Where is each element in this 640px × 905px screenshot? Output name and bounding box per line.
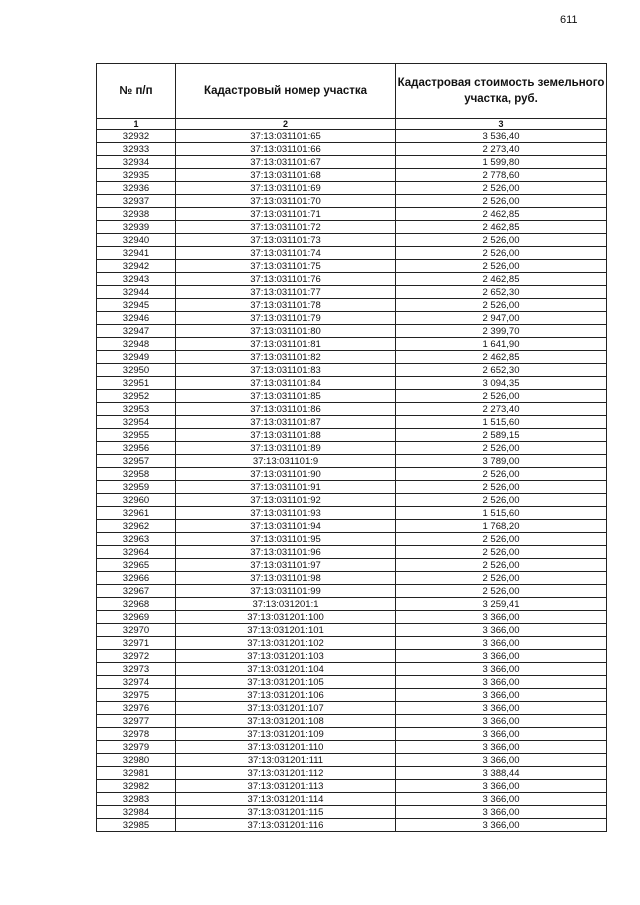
table-row <box>97 793 607 806</box>
row-number-cell: 32958 <box>97 468 176 481</box>
cadastral-value-cell: 3 366,00 <box>396 663 607 676</box>
cadastral-number-cell: 37:13:031101:70 <box>176 195 396 208</box>
cadastral-value-cell: 2 462,85 <box>396 221 607 234</box>
row-number-cell: 32955 <box>97 429 176 442</box>
row-number-cell: 32951 <box>97 377 176 390</box>
cadastral-value-cell: 2 526,00 <box>396 195 607 208</box>
cadastral-value-cell: 3 366,00 <box>396 624 607 637</box>
cadastral-value-cell: 2 526,00 <box>396 559 607 572</box>
cadastral-number-cell: 37:13:031201:101 <box>176 624 396 637</box>
row-number-cell: 32940 <box>97 234 176 247</box>
cadastral-value-cell: 2 273,40 <box>396 403 607 416</box>
cadastral-number-cell: 37:13:031101:74 <box>176 247 396 260</box>
cadastral-value-cell: 3 388,44 <box>396 767 607 780</box>
cadastral-number-cell: 37:13:031101:92 <box>176 494 396 507</box>
cadastral-value-cell: 2 589,15 <box>396 429 607 442</box>
column-number: 1 <box>97 119 176 130</box>
table-row <box>97 416 607 429</box>
cadastral-value-cell: 3 366,00 <box>396 741 607 754</box>
page-number: 611 <box>560 14 578 26</box>
row-number-cell: 32985 <box>97 819 176 832</box>
row-number-cell: 32932 <box>97 130 176 143</box>
row-number-cell: 32964 <box>97 546 176 559</box>
cadastral-value-cell: 2 526,00 <box>396 585 607 598</box>
table-row <box>97 351 607 364</box>
row-number-cell: 32984 <box>97 806 176 819</box>
cadastral-number-cell: 37:13:031101:9 <box>176 455 396 468</box>
row-number-cell: 32977 <box>97 715 176 728</box>
cadastral-value-cell: 3 366,00 <box>396 793 607 806</box>
cadastral-number-cell: 37:13:031101:77 <box>176 286 396 299</box>
row-number-cell: 32950 <box>97 364 176 377</box>
cadastral-number-cell: 37:13:031201:100 <box>176 611 396 624</box>
row-number-cell: 32963 <box>97 533 176 546</box>
cadastral-number-cell: 37:13:031101:82 <box>176 351 396 364</box>
cadastral-number-cell: 37:13:031101:83 <box>176 364 396 377</box>
table-row <box>97 650 607 663</box>
cadastral-number-cell: 37:13:031101:99 <box>176 585 396 598</box>
cadastral-value-cell: 2 526,00 <box>396 182 607 195</box>
row-number-cell: 32975 <box>97 689 176 702</box>
row-number-cell: 32971 <box>97 637 176 650</box>
cadastral-number-cell: 37:13:031101:78 <box>176 299 396 312</box>
table-row <box>97 507 607 520</box>
row-number-cell: 32981 <box>97 767 176 780</box>
table-row <box>97 481 607 494</box>
cadastral-number-cell: 37:13:031101:86 <box>176 403 396 416</box>
row-number-cell: 32980 <box>97 754 176 767</box>
table-row <box>97 156 607 169</box>
row-number-cell: 32933 <box>97 143 176 156</box>
row-number-cell: 32943 <box>97 273 176 286</box>
row-number-cell: 32965 <box>97 559 176 572</box>
table-row <box>97 208 607 221</box>
cadastral-value-cell: 1 768,20 <box>396 520 607 533</box>
cadastral-number-cell: 37:13:031201:108 <box>176 715 396 728</box>
table-row <box>97 780 607 793</box>
cadastral-number-cell: 37:13:031201:111 <box>176 754 396 767</box>
cadastral-value-cell: 2 652,30 <box>396 364 607 377</box>
cadastral-number-cell: 37:13:031101:69 <box>176 182 396 195</box>
cadastral-number-cell: 37:13:031201:110 <box>176 741 396 754</box>
table-row <box>97 299 607 312</box>
cadastral-number-cell: 37:13:031101:73 <box>176 234 396 247</box>
header-row-number: № п/п <box>97 64 176 119</box>
row-number-cell: 32962 <box>97 520 176 533</box>
cadastral-value-cell: 3 366,00 <box>396 676 607 689</box>
row-number-cell: 32936 <box>97 182 176 195</box>
cadastral-value-table <box>96 63 607 832</box>
cadastral-number-cell: 37:13:031101:93 <box>176 507 396 520</box>
cadastral-value-cell: 2 526,00 <box>396 468 607 481</box>
cadastral-value-cell: 2 652,30 <box>396 286 607 299</box>
row-number-cell: 32966 <box>97 572 176 585</box>
row-number-cell: 32949 <box>97 351 176 364</box>
cadastral-number-cell: 37:13:031101:94 <box>176 520 396 533</box>
row-number-cell: 32982 <box>97 780 176 793</box>
cadastral-number-cell: 37:13:031201:116 <box>176 819 396 832</box>
cadastral-number-cell: 37:13:031101:66 <box>176 143 396 156</box>
cadastral-number-cell: 37:13:031201:112 <box>176 767 396 780</box>
row-number-cell: 32970 <box>97 624 176 637</box>
table-row <box>97 169 607 182</box>
row-number-cell: 32960 <box>97 494 176 507</box>
row-number-cell: 32983 <box>97 793 176 806</box>
row-number-cell: 32957 <box>97 455 176 468</box>
column-number-row <box>97 119 607 130</box>
row-number-cell: 32952 <box>97 390 176 403</box>
table-row <box>97 598 607 611</box>
table-row <box>97 455 607 468</box>
table-row <box>97 273 607 286</box>
table-row <box>97 195 607 208</box>
row-number-cell: 32948 <box>97 338 176 351</box>
cadastral-number-cell: 37:13:031101:65 <box>176 130 396 143</box>
table-row <box>97 559 607 572</box>
cadastral-value-cell: 3 366,00 <box>396 702 607 715</box>
row-number-cell: 32935 <box>97 169 176 182</box>
table-row <box>97 663 607 676</box>
row-number-cell: 32979 <box>97 741 176 754</box>
cadastral-number-cell: 37:13:031101:89 <box>176 442 396 455</box>
cadastral-number-cell: 37:13:031201:115 <box>176 806 396 819</box>
cadastral-value-cell: 2 526,00 <box>396 533 607 546</box>
cadastral-value-cell: 3 366,00 <box>396 715 607 728</box>
table-row <box>97 767 607 780</box>
table-row <box>97 234 607 247</box>
cadastral-number-cell: 37:13:031101:84 <box>176 377 396 390</box>
cadastral-value-cell: 2 526,00 <box>396 299 607 312</box>
row-number-cell: 32972 <box>97 650 176 663</box>
table-row <box>97 312 607 325</box>
cadastral-value-cell: 3 789,00 <box>396 455 607 468</box>
table-row <box>97 338 607 351</box>
table-row <box>97 546 607 559</box>
cadastral-value-cell: 1 515,60 <box>396 507 607 520</box>
cadastral-value-cell: 3 536,40 <box>396 130 607 143</box>
cadastral-number-cell: 37:13:031101:79 <box>176 312 396 325</box>
cadastral-value-cell: 2 947,00 <box>396 312 607 325</box>
table-row <box>97 689 607 702</box>
cadastral-value-cell: 2 526,00 <box>396 260 607 273</box>
cadastral-number-cell: 37:13:031201:106 <box>176 689 396 702</box>
cadastral-value-cell: 2 462,85 <box>396 351 607 364</box>
row-number-cell: 32947 <box>97 325 176 338</box>
cadastral-number-cell: 37:13:031101:90 <box>176 468 396 481</box>
table-row <box>97 702 607 715</box>
table-row <box>97 221 607 234</box>
row-number-cell: 32976 <box>97 702 176 715</box>
cadastral-number-cell: 37:13:031101:68 <box>176 169 396 182</box>
row-number-cell: 32953 <box>97 403 176 416</box>
row-number-cell: 32941 <box>97 247 176 260</box>
table-row <box>97 442 607 455</box>
cadastral-value-cell: 2 462,85 <box>396 273 607 286</box>
row-number-cell: 32968 <box>97 598 176 611</box>
cadastral-value-cell: 2 273,40 <box>396 143 607 156</box>
row-number-cell: 32954 <box>97 416 176 429</box>
table-row <box>97 728 607 741</box>
cadastral-value-cell: 2 526,00 <box>396 546 607 559</box>
cadastral-number-cell: 37:13:031101:85 <box>176 390 396 403</box>
cadastral-value-cell: 3 366,00 <box>396 806 607 819</box>
table-row <box>97 143 607 156</box>
cadastral-value-cell: 2 526,00 <box>396 481 607 494</box>
cadastral-value-cell: 2 526,00 <box>396 234 607 247</box>
cadastral-number-cell: 37:13:031201:113 <box>176 780 396 793</box>
cadastral-number-cell: 37:13:031101:97 <box>176 559 396 572</box>
cadastral-number-cell: 37:13:031101:71 <box>176 208 396 221</box>
cadastral-value-cell: 2 399,70 <box>396 325 607 338</box>
table-row <box>97 403 607 416</box>
table-row <box>97 572 607 585</box>
table-row <box>97 182 607 195</box>
column-number: 3 <box>396 119 607 130</box>
cadastral-value-cell: 3 094,35 <box>396 377 607 390</box>
cadastral-number-cell: 37:13:031201:105 <box>176 676 396 689</box>
cadastral-value-cell: 1 599,80 <box>396 156 607 169</box>
table-row <box>97 286 607 299</box>
cadastral-number-cell: 37:13:031101:81 <box>176 338 396 351</box>
table-row <box>97 520 607 533</box>
cadastral-value-cell: 3 366,00 <box>396 728 607 741</box>
table-row <box>97 494 607 507</box>
cadastral-number-cell: 37:13:031201:109 <box>176 728 396 741</box>
row-number-cell: 32938 <box>97 208 176 221</box>
cadastral-number-cell: 37:13:031201:103 <box>176 650 396 663</box>
row-number-cell: 32959 <box>97 481 176 494</box>
table-row <box>97 325 607 338</box>
table-row <box>97 611 607 624</box>
table-row <box>97 806 607 819</box>
cadastral-number-cell: 37:13:031101:67 <box>176 156 396 169</box>
row-number-cell: 32937 <box>97 195 176 208</box>
table-body <box>97 130 607 832</box>
cadastral-value-cell: 3 366,00 <box>396 780 607 793</box>
row-number-cell: 32946 <box>97 312 176 325</box>
cadastral-value-cell: 3 366,00 <box>396 611 607 624</box>
table-row <box>97 715 607 728</box>
row-number-cell: 32934 <box>97 156 176 169</box>
column-number: 2 <box>176 119 396 130</box>
cadastral-number-cell: 37:13:031201:102 <box>176 637 396 650</box>
table-row <box>97 364 607 377</box>
table-row <box>97 468 607 481</box>
cadastral-number-cell: 37:13:031101:95 <box>176 533 396 546</box>
cadastral-number-cell: 37:13:031201:107 <box>176 702 396 715</box>
row-number-cell: 32942 <box>97 260 176 273</box>
table-row <box>97 260 607 273</box>
table-row <box>97 247 607 260</box>
table-row <box>97 390 607 403</box>
cadastral-value-cell: 2 526,00 <box>396 494 607 507</box>
table-row <box>97 624 607 637</box>
cadastral-number-cell: 37:13:031101:76 <box>176 273 396 286</box>
row-number-cell: 32973 <box>97 663 176 676</box>
cadastral-number-cell: 37:13:031201:1 <box>176 598 396 611</box>
header-cadastral-number: Кадастровый номер участка <box>176 64 396 119</box>
cadastral-number-cell: 37:13:031101:87 <box>176 416 396 429</box>
row-number-cell: 32974 <box>97 676 176 689</box>
row-number-cell: 32961 <box>97 507 176 520</box>
cadastral-number-cell: 37:13:031101:75 <box>176 260 396 273</box>
cadastral-value-cell: 1 515,60 <box>396 416 607 429</box>
row-number-cell: 32978 <box>97 728 176 741</box>
row-number-cell: 32969 <box>97 611 176 624</box>
cadastral-number-cell: 37:13:031101:98 <box>176 572 396 585</box>
table-row <box>97 637 607 650</box>
table-row <box>97 585 607 598</box>
cadastral-value-cell: 3 366,00 <box>396 650 607 663</box>
cadastral-number-cell: 37:13:031101:88 <box>176 429 396 442</box>
cadastral-number-cell: 37:13:031101:72 <box>176 221 396 234</box>
header-cadastral-value: Кадастровая стоимость земельного участка, руб. <box>396 64 607 119</box>
cadastral-number-cell: 37:13:031101:96 <box>176 546 396 559</box>
table-row <box>97 754 607 767</box>
cadastral-value-cell: 3 366,00 <box>396 637 607 650</box>
cadastral-value-cell: 1 641,90 <box>396 338 607 351</box>
cadastral-value-cell: 2 526,00 <box>396 572 607 585</box>
table-row <box>97 130 607 143</box>
table-row <box>97 676 607 689</box>
cadastral-number-cell: 37:13:031101:80 <box>176 325 396 338</box>
row-number-cell: 32956 <box>97 442 176 455</box>
cadastral-value-cell: 2 462,85 <box>396 208 607 221</box>
cadastral-number-cell: 37:13:031101:91 <box>176 481 396 494</box>
cadastral-value-cell: 3 366,00 <box>396 754 607 767</box>
row-number-cell: 32967 <box>97 585 176 598</box>
table-row <box>97 819 607 832</box>
cadastral-value-cell: 2 526,00 <box>396 442 607 455</box>
table-row <box>97 377 607 390</box>
row-number-cell: 32939 <box>97 221 176 234</box>
cadastral-value-cell: 2 526,00 <box>396 247 607 260</box>
row-number-cell: 32945 <box>97 299 176 312</box>
table-row <box>97 741 607 754</box>
cadastral-value-cell: 3 366,00 <box>396 819 607 832</box>
cadastral-number-cell: 37:13:031201:114 <box>176 793 396 806</box>
table-header-row <box>97 64 607 119</box>
cadastral-value-cell: 3 366,00 <box>396 689 607 702</box>
table-row <box>97 429 607 442</box>
cadastral-value-cell: 3 259,41 <box>396 598 607 611</box>
table-row <box>97 533 607 546</box>
row-number-cell: 32944 <box>97 286 176 299</box>
cadastral-value-cell: 2 778,60 <box>396 169 607 182</box>
cadastral-value-cell: 2 526,00 <box>396 390 607 403</box>
cadastral-number-cell: 37:13:031201:104 <box>176 663 396 676</box>
